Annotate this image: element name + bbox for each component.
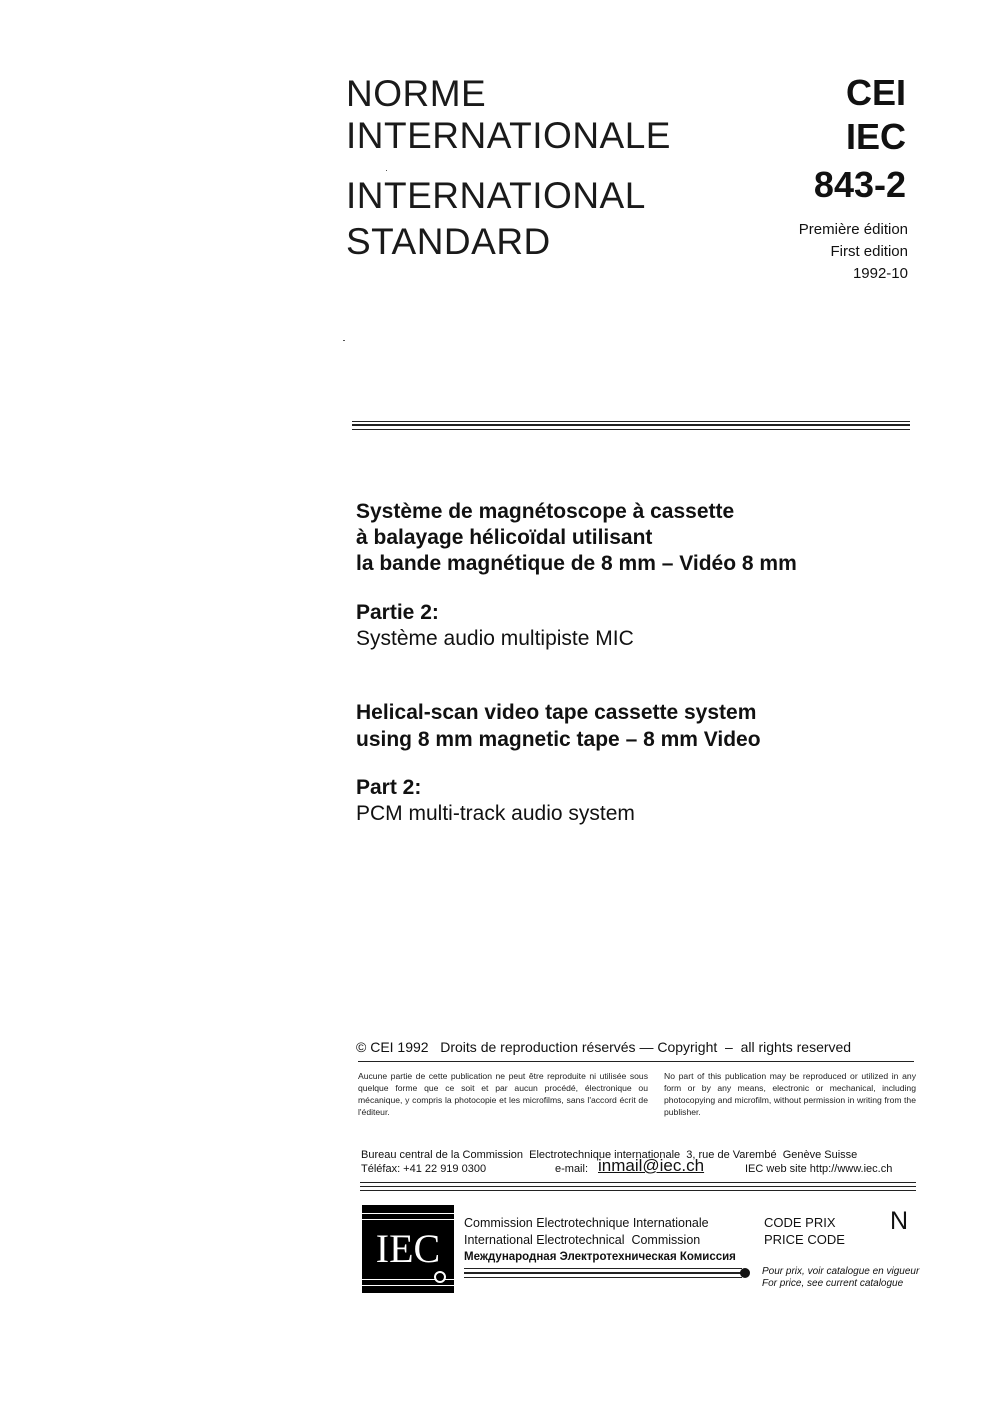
email-label: e-mail:: [555, 1163, 589, 1175]
contact-rule-1: [360, 1182, 916, 1183]
footer-rule-3: [464, 1277, 742, 1278]
header-rule-bottom: [352, 429, 910, 430]
footer-rule-2: [464, 1272, 742, 1274]
contact-rule-2: [360, 1186, 916, 1187]
standard-line1: INTERNATIONAL: [346, 175, 646, 216]
commission-ru: Международная Электротехническая Комиссия: [464, 1251, 736, 1263]
email-link[interactable]: inmail@iec.ch: [598, 1156, 705, 1175]
copyright-text-en: No part of this publication may be reproduced or utilized in any form or by any means, electronic or mechanical, including photocopying and microfilm, without permission in writing from the publisher.: [664, 1071, 916, 1117]
standard-line2: STANDARD: [346, 221, 551, 262]
scan-speck: [386, 170, 387, 171]
price-note-fr: Pour prix, voir catalogue en vigueur: [762, 1266, 920, 1277]
copyright-line: © CEI 1992 Droits de reproduction réservés — Copyright – all rights reserved: [356, 1039, 852, 1055]
title-en-line1: Helical-scan video tape cassette system: [356, 701, 757, 724]
code-prix: CODE PRIX: [764, 1215, 836, 1230]
scan-speck: [343, 340, 345, 341]
price-code: PRICE CODE: [764, 1232, 845, 1247]
telefax: Téléfax: +41 22 919 0300: [361, 1163, 487, 1175]
commission-en: International Electrotechnical Commission: [464, 1233, 701, 1247]
iec-logo-text: IEC: [375, 1226, 441, 1271]
contact-rule-3: [360, 1190, 916, 1191]
norme-line1: NORME: [346, 73, 487, 114]
web-site[interactable]: IEC web site http://www.iec.ch: [745, 1163, 893, 1175]
logo-dot-icon: [434, 1271, 446, 1283]
part-title-en: PCM multi-track audio system: [356, 802, 635, 825]
copyright-rule: [358, 1061, 914, 1062]
code-iec: IEC: [845, 116, 906, 157]
part-label-fr: Partie 2:: [356, 601, 439, 624]
copyright-text-fr: Aucune partie de cette publication ne peut être reproduite ni utilisée sous quelque forme que ce soit et par aucun procédé, électronique ou mécanique, y compris la photocopie et les microfilms, sans l'accord écrit de l'éditeur.: [358, 1071, 648, 1117]
footer-rule-1: [464, 1268, 742, 1269]
part-label-en: Part 2:: [356, 776, 422, 799]
title-en-line2: using 8 mm magnetic tape – 8 mm Video: [356, 728, 761, 751]
bullet-icon: [740, 1268, 750, 1278]
price-letter: N: [890, 1207, 909, 1235]
header-rule-middle: [352, 424, 910, 426]
header-rule-top: [352, 421, 910, 422]
title-fr-line2: à balayage hélicoïdal utilisant: [356, 526, 653, 549]
edition-en: First edition: [830, 243, 908, 260]
commission-fr: Commission Electrotechnique Internationale: [464, 1216, 709, 1230]
price-note-en: For price, see current catalogue: [762, 1278, 904, 1289]
bureau-address: Bureau central de la Commission Electrotechnique internationale 3, rue de Varembé Genève Suisse: [361, 1149, 858, 1161]
code-cei: CEI: [845, 72, 906, 113]
title-fr-line3: la bande magnétique de 8 mm – Vidéo 8 mm: [356, 552, 797, 575]
standard-number: 843-2: [813, 164, 906, 205]
edition-date: 1992-10: [852, 265, 908, 282]
norme-line2: INTERNATIONALE: [346, 115, 671, 156]
part-title-fr: Système audio multipiste MIC: [356, 627, 634, 650]
title-fr-line1: Système de magnétoscope à cassette: [356, 500, 735, 523]
edition-fr: Première édition: [798, 221, 908, 238]
